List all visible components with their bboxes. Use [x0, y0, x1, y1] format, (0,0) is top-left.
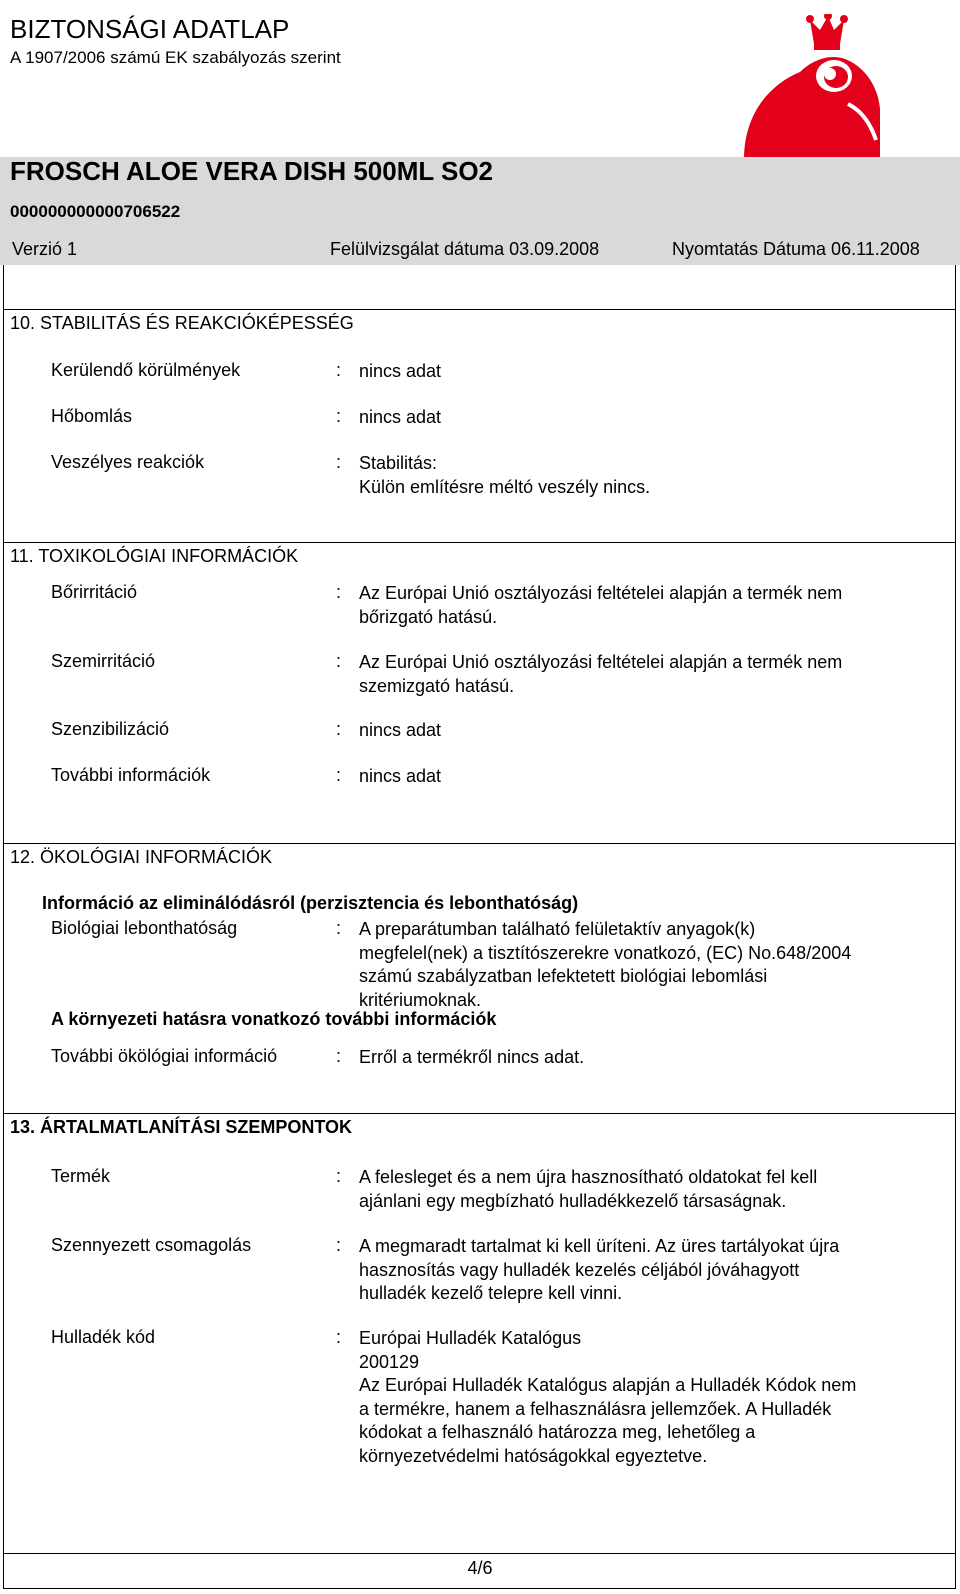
print-date: Nyomtatás Dátuma 06.11.2008 — [672, 239, 920, 259]
row-label: Szenzibilizáció — [51, 719, 170, 739]
regulation-subtitle: A 1907/2006 számú EK szabályozás szerint — [10, 48, 341, 67]
subheading-elimination: Információ az eliminálódásról (perzisztencia és lebonthatóság) — [42, 893, 579, 913]
section-divider — [3, 309, 956, 310]
row-value: Erről a termékről nincs adat. — [359, 1047, 585, 1067]
row-value: A felesleget és a nem újra hasznosítható oldatokat fel kell ajánlani egy megbízható hulladékkezelő társaságnak. — [359, 1167, 818, 1211]
section-divider — [3, 1113, 956, 1114]
section-divider — [3, 542, 956, 543]
row-label: További ökölógiai információ — [51, 1046, 278, 1066]
row-label: Hőbomlás — [51, 406, 133, 426]
row-value: nincs adat — [359, 407, 442, 427]
section-10-title: 10. STABILITÁS ÉS REAKCIÓKÉPESSÉG — [10, 313, 354, 333]
row-value: Európai Hulladék Katalógus 200129 Az Európai Hulladék Katalógus alapján a Hulladék Kódok nem a termékre, hanem a felhasználásra jellemzőek. A Hulladék kódokat a felhasználó határozza meg, lehetőleg a környezetvédelmi hatóságokkal egyeztetve. — [359, 1328, 857, 1466]
section-11-title: 11. TOXIKOLÓGIAI INFORMÁCIÓK — [10, 546, 299, 566]
subheading-environment: A környezeti hatásra vonatkozó további információk — [51, 1009, 497, 1029]
version-label: Verzió 1 — [12, 239, 78, 259]
document-header — [0, 0, 960, 157]
row-label: Szemirritáció — [51, 651, 156, 671]
row-value: nincs adat — [359, 361, 442, 381]
row-label: Bőrirritáció — [51, 582, 138, 602]
row-value: A megmaradt tartalmat ki kell üríteni. Az üres tartályokat újra hasznosítás vagy hulladék kezelés céljából jóváhagyott hulladék kezelő telepre kell vinni. — [359, 1236, 840, 1303]
row-label: Termék — [51, 1166, 111, 1186]
footer-divider — [3, 1553, 956, 1554]
row-label: További információk — [51, 765, 211, 785]
row-label: Biológiai lebonthatóság — [51, 918, 238, 938]
frog-with-crown-icon — [730, 14, 900, 159]
revision-date: Felülvizsgálat dátuma 03.09.2008 — [330, 239, 600, 259]
row-value: Az Európai Unió osztályozási feltételei alapján a termék nem bőrizgató hatású. — [359, 583, 843, 627]
row-label: Kerülendő körülmények — [51, 360, 241, 380]
row-label: Hulladék kód — [51, 1327, 156, 1347]
row-label: Veszélyes reakciók — [51, 452, 205, 472]
row-value: A preparátumban található felületaktív anyagok(k) megfelel(nek) a tisztítószerekre vonatkozó, (EC) No.648/2004 számú szabályzatban lefektetett biológiai lebomlási kritériumoknak. — [359, 919, 852, 1010]
row-value: nincs adat — [359, 766, 442, 786]
section-divider — [3, 843, 956, 844]
row-value: Az Európai Unió osztályozási feltételei alapján a termék nem szemizgató hatású. — [359, 652, 843, 696]
section-13-title: 13. ÁRTALMATLANÍTÁSI SZEMPONTOK — [10, 1117, 352, 1137]
document-title: BIZTONSÁGI ADATLAP — [10, 14, 290, 44]
section-12-title: 12. ÖKOLÓGIAI INFORMÁCIÓK — [10, 847, 273, 867]
product-name: FROSCH ALOE VERA DISH 500ML SO2 — [10, 156, 494, 186]
row-value: nincs adat — [359, 720, 442, 740]
row-label: Szennyezett csomagolás — [51, 1235, 252, 1255]
product-code: 000000000000706522 — [10, 202, 181, 221]
row-value: Stabilitás: Külön említésre méltó veszély nincs. — [359, 453, 651, 497]
page-number: 4/6 — [467, 1558, 493, 1578]
